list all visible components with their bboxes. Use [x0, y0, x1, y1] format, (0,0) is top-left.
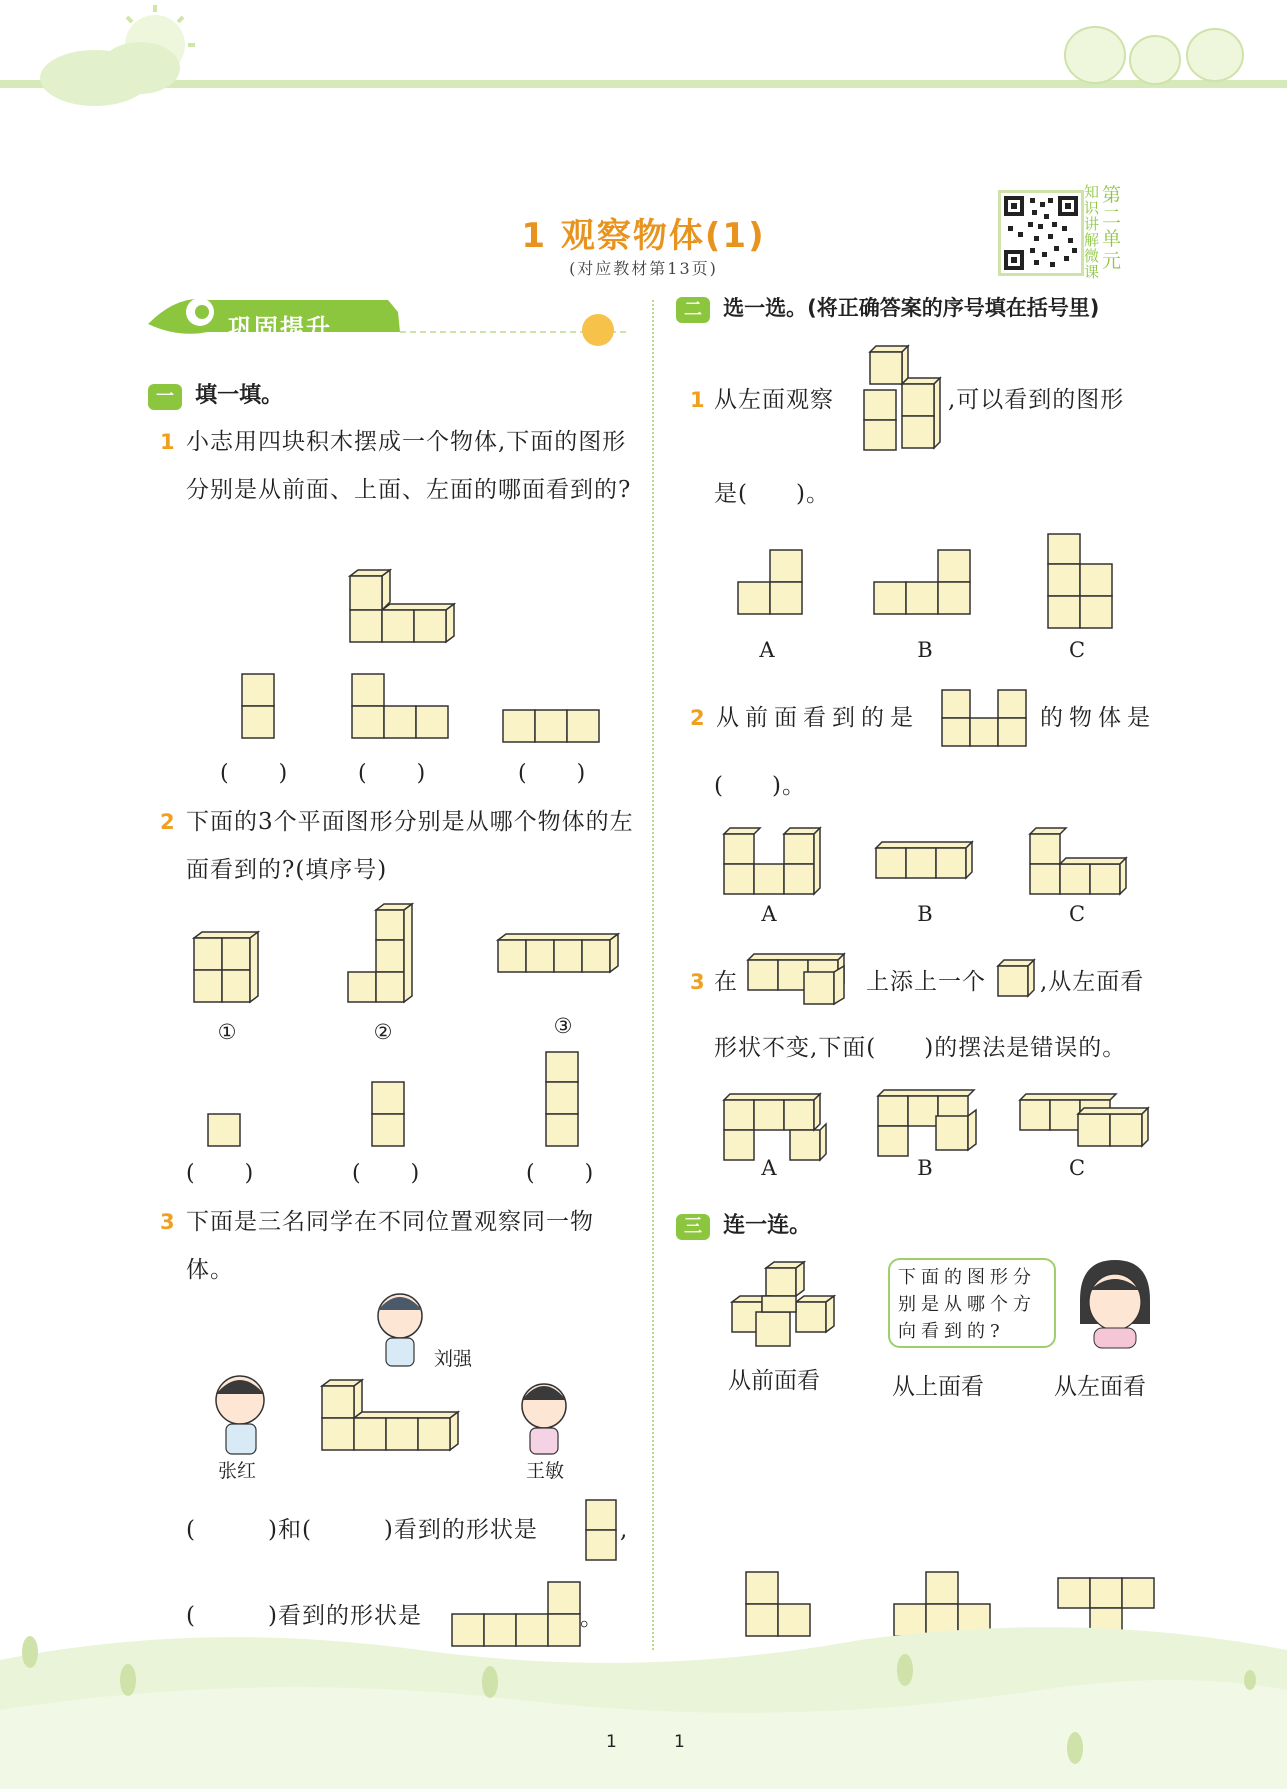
question-text: 小志用四块积木摆成一个物体,下面的图形分别是从前面、上面、左面的哪面看到的? — [186, 429, 632, 503]
speech-text: 下面的图形分别是从哪个方向看到的? — [898, 1267, 1036, 1342]
child-wangmin-icon — [522, 1384, 566, 1454]
option-label[interactable]: A — [761, 1156, 777, 1180]
page-title: 1 观察物体(1) — [521, 216, 766, 256]
view-square-1 — [208, 1114, 240, 1146]
q1-figures — [230, 570, 630, 750]
answer-blank[interactable]: ( ) — [518, 761, 588, 786]
fill-line — [186, 1506, 538, 1554]
option-c-figure — [1020, 1094, 1148, 1146]
student-name: 张红 — [218, 1460, 257, 1482]
option-label[interactable]: C — [1068, 902, 1086, 926]
view-figure-1 — [242, 674, 274, 738]
r-q1-options — [730, 528, 1130, 638]
section-title: 选一选。(将正确答案的序号填在括号里) — [723, 296, 1100, 320]
question-number: 2 — [690, 706, 705, 730]
option-label[interactable]: B — [917, 638, 933, 662]
option-label[interactable]: C — [1068, 638, 1086, 662]
front-view-shape — [938, 686, 1032, 750]
s3-object-figure — [728, 1258, 848, 1354]
qr-code[interactable] — [998, 190, 1084, 276]
section-title: 填一填。 — [195, 383, 284, 408]
footer-hills-decoration — [0, 1600, 1287, 1789]
question-text: 上添上一个 — [866, 969, 986, 995]
section-badge: 一 — [148, 384, 182, 410]
r-q1-object — [862, 344, 948, 456]
question-text: ,从左面看 — [1040, 969, 1145, 995]
question-text[interactable]: 形状不变,下面( )的摆法是错误的。 — [714, 1035, 1127, 1061]
fill-text: 。 — [580, 1605, 604, 1631]
column-divider — [652, 300, 654, 1650]
child-liuqiang-icon — [378, 1294, 422, 1366]
option-label[interactable]: A — [759, 638, 775, 662]
option-label[interactable]: B — [917, 1156, 933, 1180]
question-text: ,可以看到的图形 — [948, 387, 1125, 413]
cube-object-figure — [350, 570, 454, 642]
question-number: 3 — [690, 970, 705, 994]
question-number: 2 — [160, 810, 175, 834]
student-name: 刘强 — [434, 1348, 473, 1370]
animals-icon — [1065, 27, 1243, 84]
r-q2-options — [720, 820, 1140, 900]
question-text[interactable]: 是( )。 — [714, 481, 830, 507]
cloud-icon — [40, 42, 180, 106]
option-b-figure — [876, 842, 972, 878]
observed-object-figure — [322, 1380, 458, 1450]
option-b-figure — [878, 1090, 976, 1156]
question-text: 下面的3个平面图形分别是从哪个物体的左面看到的?(填序号) — [186, 809, 634, 883]
qr-label-2: 第二单元 — [1102, 184, 1122, 272]
qr-label-1: 知识讲解微课 — [1084, 183, 1100, 281]
question-text[interactable]: ( )。 — [714, 773, 806, 799]
object-1-figure — [194, 932, 258, 1002]
child-zhanghong-icon — [216, 1376, 264, 1454]
page-number: 1 — [606, 1732, 617, 1752]
qr-code-icon — [1004, 196, 1078, 270]
object-label: ① — [217, 1020, 237, 1044]
section-badge: 三 — [676, 1214, 710, 1240]
student-name: 王敏 — [526, 1460, 565, 1482]
answer-blank[interactable]: ( ) — [186, 1161, 256, 1186]
banner-decoration — [148, 290, 628, 350]
q2-views — [190, 1050, 640, 1150]
question-number: 1 — [690, 388, 705, 412]
object-label: ② — [373, 1020, 393, 1044]
option-label[interactable]: B — [917, 902, 933, 926]
option-label[interactable]: C — [1068, 1156, 1086, 1180]
single-cube-figure — [994, 956, 1040, 1002]
question-text: 下面是三名同学在不同位置观察同一物体。 — [186, 1209, 594, 1283]
section-3-heading — [676, 1208, 811, 1240]
q2-objects — [190, 900, 640, 1020]
answer-blank[interactable]: ( ) — [352, 1161, 422, 1186]
question-text: 的物体是 — [1040, 705, 1156, 731]
r-q3-options — [720, 1086, 1170, 1166]
object-label: ③ — [553, 1014, 573, 1038]
question-text: 从前面看到的是 — [716, 705, 919, 731]
object-3-figure — [498, 934, 618, 972]
question-number: 3 — [160, 1210, 175, 1234]
option-a-figure — [724, 1094, 826, 1160]
direction-label[interactable]: 从上面看 — [892, 1374, 984, 1400]
fill-text: , — [620, 1517, 629, 1543]
direction-label[interactable]: 从前面看 — [728, 1368, 820, 1394]
direction-label[interactable]: 从左面看 — [1054, 1374, 1146, 1400]
option-a-figure — [724, 828, 820, 894]
header-decoration — [0, 0, 1287, 120]
banner-label: 巩固提升 — [228, 314, 332, 342]
section-1-heading — [148, 378, 283, 410]
view-figure-3 — [503, 710, 599, 742]
option-b-figure — [874, 550, 970, 614]
question-number: 1 — [160, 430, 175, 454]
fill-text[interactable]: ( )和( )看到的形状是 — [186, 1517, 538, 1543]
section-badge: 二 — [676, 297, 710, 323]
option-a-figure — [738, 550, 802, 614]
question-text: 从左面观察 — [714, 387, 834, 413]
girl-icon — [1070, 1254, 1160, 1350]
base-object-figure — [744, 950, 860, 1010]
page-number: 1 — [674, 1732, 685, 1752]
shape-vertical-2 — [584, 1498, 620, 1564]
question-text: 在 — [714, 969, 738, 995]
option-c-figure — [1048, 534, 1112, 628]
answer-blank[interactable]: ( ) — [358, 761, 428, 786]
sun-icon — [582, 314, 614, 346]
fill-text[interactable]: ( )看到的形状是 — [186, 1603, 422, 1629]
option-label[interactable]: A — [761, 902, 777, 926]
section-title: 连一连。 — [723, 1213, 812, 1238]
answer-blank[interactable]: ( ) — [526, 1161, 596, 1186]
page-subtitle: (对应教材第13页) — [569, 259, 718, 278]
view-figure-2 — [352, 674, 448, 738]
answer-blank[interactable]: ( ) — [220, 761, 290, 786]
section-2-heading — [676, 292, 1099, 323]
object-2-figure — [348, 904, 412, 1002]
option-c-figure — [1030, 828, 1126, 894]
